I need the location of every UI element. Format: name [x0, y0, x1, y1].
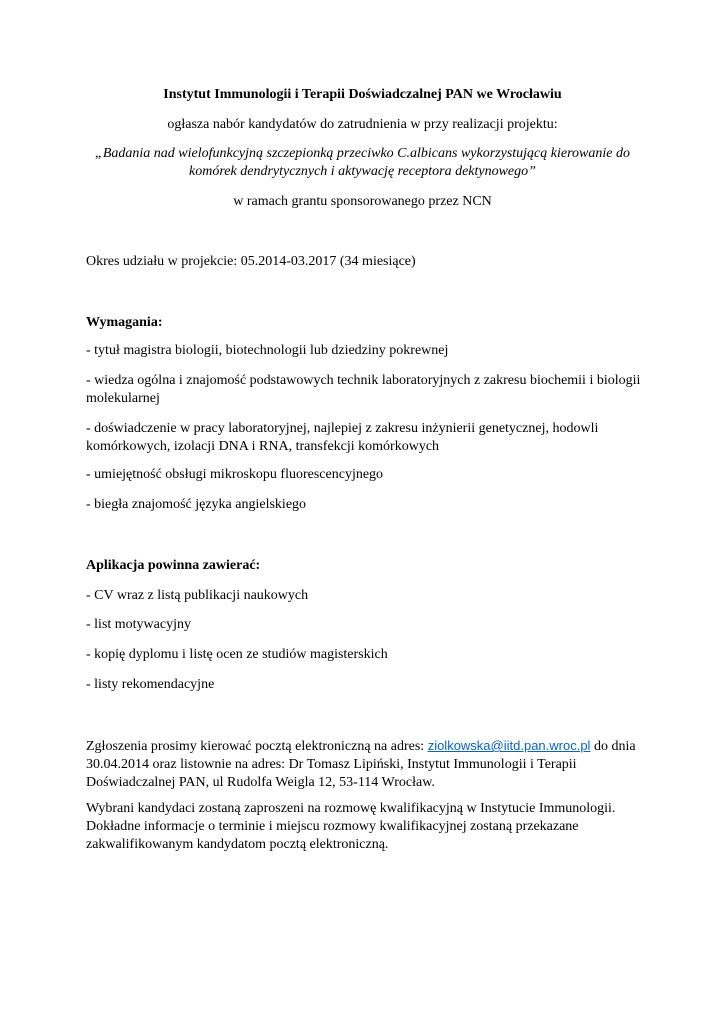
- requirement-item: - wiedza ogólna i znajomość podstawowych technik laboratoryjnych z zakresu biochemii i biologii molekularnej: [86, 373, 641, 406]
- project-period: Okres udziału w projekcie: 05.2014-03.2017 (34 miesiące): [86, 254, 416, 269]
- application-item: - CV wraz z listą publikacji naukowych: [86, 588, 309, 603]
- grant-line: w ramach grantu sponsorowanego przez NCN: [233, 194, 492, 209]
- contact-intro: Zgłoszenia prosimy kierować pocztą elektroniczną na adres:: [86, 739, 428, 754]
- requirement-item: - doświadczenie w pracy laboratoryjnej, najlepiej z zakresu inżynierii genetycznej, hodowli komórkowych, izolacji DNA i RNA, transfekcji komórkowych: [86, 421, 599, 454]
- contact-rest: do dnia 30.04.2014 oraz listownie na adres: Dr Tomasz Lipiński, Instytut Immunologii i Terapii Doświadczalnej PAN, ul Rudolfa Weigla 12, 53-114 Wrocław.: [86, 739, 636, 790]
- application-item: - listy rekomendacyjne: [86, 677, 215, 692]
- requirement-item: - umiejętność obsługi mikroskopu fluorescencyjnego: [86, 467, 384, 482]
- announcement-line: ogłasza nabór kandydatów do zatrudnienia w przy realizacji projektu:: [167, 117, 558, 132]
- requirements-heading: Wymagania:: [86, 315, 163, 330]
- closing-paragraph: Wybrani kandydaci zostaną zaproszeni na rozmowę kwalifikacyjną w Instytucie Immunologii. Dokładne informacje o terminie i miejscu rozmowy kwalifikacyjnej zostaną przekazane zakwalifikowanym kandydatom pocztą elektroniczną.: [86, 801, 616, 852]
- requirement-item: - biegła znajomość języka angielskiego: [86, 497, 307, 512]
- application-heading: Aplikacja powinna zawierać:: [86, 558, 261, 573]
- institute-title: Instytut Immunologii i Terapii Doświadczalnej PAN we Wrocławiu: [163, 87, 562, 102]
- contact-email-link[interactable]: ziolkowska@iitd.pan.wroc.pl: [427, 738, 591, 753]
- contact-paragraph: [86, 737, 646, 792]
- requirement-item: - tytuł magistra biologii, biotechnologii lub dziedziny pokrewnej: [86, 343, 449, 358]
- project-title: „Badania nad wielofunkcyjną szczepionką przeciwko C.albicans wykorzystującą kierowanie do komórek dendrytycznych i aktywację receptora dektynowego”: [95, 146, 630, 179]
- application-item: - list motywacyjny: [86, 617, 191, 632]
- application-item: - kopię dyplomu i listę ocen ze studiów magisterskich: [86, 647, 388, 662]
